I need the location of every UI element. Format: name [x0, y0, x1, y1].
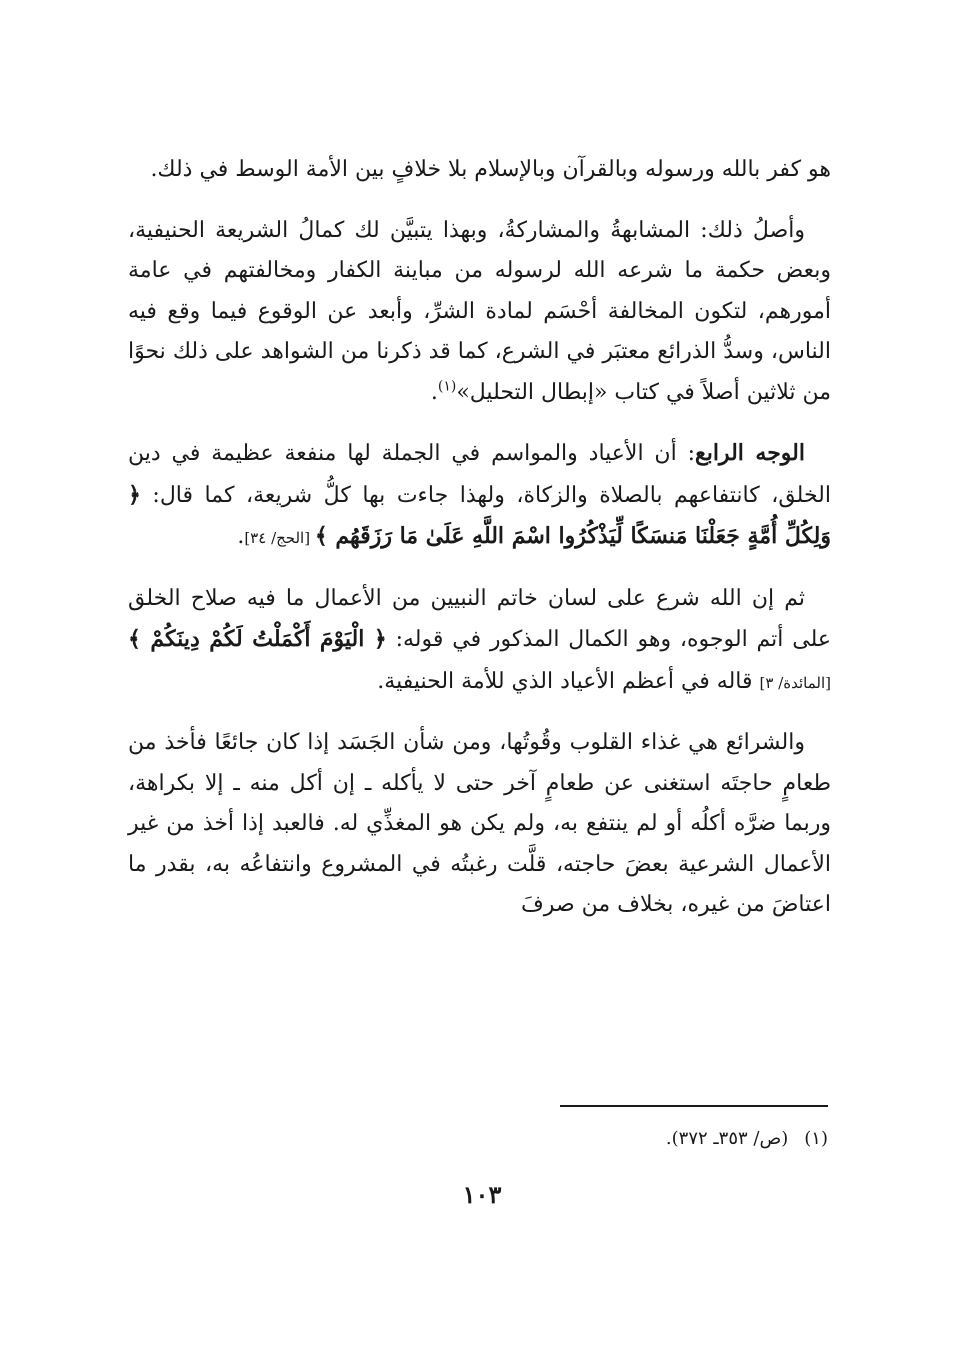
paragraph-2-end: . [430, 379, 438, 405]
footnote-number: (١) [804, 1128, 828, 1149]
footnote-text: (ص/ ٣٥٣ـ ٣٧٢). [665, 1128, 789, 1149]
footnote-reference[interactable]: (١) [437, 378, 457, 395]
paragraph-5 [128, 723, 831, 926]
quran-verse-maidah: ﴿ الْيَوْمَ أَكْمَلْتُ لَكُمْ دِينَكُمْ ﴾ [128, 626, 387, 652]
paragraph-1-text: هو كفر بالله ورسوله وبالقرآن وبالإسلام بلا خلافٍ بين الأمة الوسط في ذلك. [150, 157, 831, 182]
footnote [328, 1124, 828, 1154]
section-heading-fourth-aspect: الوجه الرابع [694, 440, 805, 466]
verse-citation-maidah: [المائدة/ ٣] [759, 673, 831, 692]
paragraph-5-text: والشرائع هي غذاء القلوب وقُوتُها، ومن شأن الجَسَد إذا كان جائعًا فأخذ من طعامٍ حاجتَه استغنى عن طعامٍ آخر حتى لا يأكله ـ إن أكل منه ـ إلا بكراهة، وربما ضرَّه أكلُه أو لم ينتفع به، ولم يكن هو المغذِّي له. فالعبد إذا أخذ من غير الأعمال الشرعية بعضَ حاجته، قلَّت رغبتُه في المشروع وانتفاعُه به، بقدر ما اعتاضَ من غيره، بخلاف من صرفَ [128, 730, 831, 917]
paragraph-3 [128, 433, 831, 559]
quran-verse-hajj: ﴿ وَلِكُلِّ أُمَّةٍ جَعَلْنَا مَنسَكًا لِّيَذْكُرُوا اسْمَ اللَّهِ عَلَىٰ مَا رَزَقَهُم ﴾ [128, 481, 831, 549]
paragraph-3-end: . [237, 524, 245, 549]
page-number: ١٠٣ [462, 1180, 502, 1209]
paragraph-3-text: : أن الأعياد والمواسم في الجملة لها منفعة عظيمة في دين الخلق، كانتفاعهم بالصلاة والزكاة، ولهذا جاءت بها كلُّ شريعة، كما قال: [128, 441, 831, 508]
paragraph-1 [128, 150, 831, 191]
verse-citation-hajj: [الحج/ ٣٤] [244, 529, 315, 547]
main-text [128, 150, 831, 946]
paragraph-4-end: قاله في أعظم الأعياد الذي للأمة الحنيفية. [377, 668, 760, 694]
paragraph-4 [128, 579, 831, 704]
paragraph-4-text: ثم إن الله شرع على لسان خاتم النبيين من الأعمال ما فيه صلاح الخلق على أتم الوجوه، وهو الكمال المذكور في قوله: [128, 585, 831, 652]
footnote-divider [560, 1105, 828, 1107]
paragraph-2-text: وأصلُ ذلك: المشابهةُ والمشاركةُ، وبهذا يتبيَّن لك كمالُ الشريعة الحنيفية، وبعض حكمة ما شرعه الله لرسوله من مباينة الكفار ومخالفتهم في عامة أمورهم، لتكون المخالفة أحْسَم لمادة الشرِّ، وأبعد عن الوقوع فيما وقع فيه الناس، وسدُّ الذرائع معتبَر في الشرع، كما قد ذكرنا من الشواهد على ذلك نحوًا من ثلاثين أصلاً في كتاب «إبطال التحليل» [128, 217, 831, 405]
paragraph-2 [128, 211, 831, 414]
